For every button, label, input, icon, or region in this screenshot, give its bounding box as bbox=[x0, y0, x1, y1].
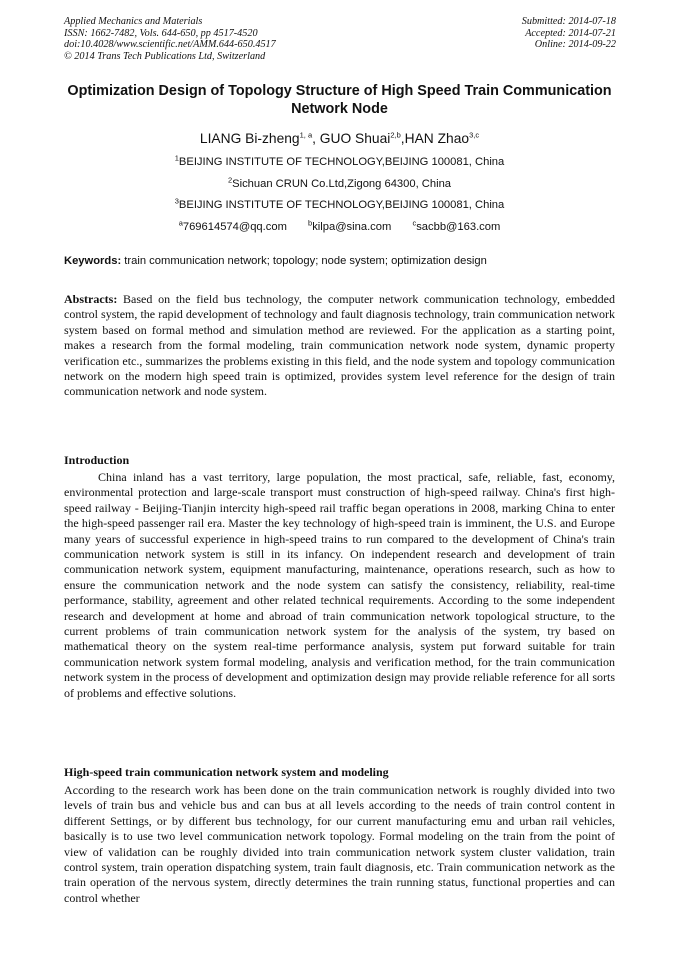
author-name: HAN Zhao bbox=[404, 131, 470, 146]
affiliation-text: BEIJING INSTITUTE OF TECHNOLOGY,BEIJING 100081, China bbox=[178, 199, 505, 211]
affiliation-1 bbox=[64, 155, 615, 169]
introduction-paragraph: China inland has a vast territory, large population, the most practical, safe, reliable, fast, economy, environmental protection and large-scale transport must construction of high-speed railway. China's first high-speed railway - Beijing-Tianjin intercity high-speed rail traffic began operations in 2008, marking China to enter the high-speed passenger rail era. Master the key technology of high-speed train is imminent, the U.S. and Europe many years of successful experience in high-speed trains to run compared to the development of China's train communication network system is still in its infancy. On independent research and development of train communication network system, equipment manufacturing, maintenance, operations research, such as how to ensure the communication network and the node system can satisfy the consistency, reliability, real-time performance, stability, agreement and other related technical requirements. According to the some independent research and development at home and abroad of train communication network topological structure, to the current problems of train communication network system for the analysis of the system, try based on mathematical theory on the system real-time performance analysis, system put forward suitable for train communication network system formal modeling, analysis and verification method, for the train communication network system in the process of development and optimization design may provide reliable reference for all sorts of problems and effective solutions. bbox=[64, 470, 615, 700]
dates-info bbox=[522, 16, 616, 51]
author-superscript: 3,c bbox=[469, 130, 480, 140]
email-superscript: c bbox=[412, 218, 417, 228]
online-date: Online: 2014-09-22 bbox=[534, 39, 616, 50]
copyright-line: © 2014 Trans Tech Publications Ltd, Switzerland bbox=[64, 50, 266, 62]
email-address: kilpa@sina.com bbox=[312, 221, 392, 233]
email-address: 769614574@qq.com bbox=[182, 221, 287, 233]
email-address: sacbb@163.com bbox=[416, 221, 501, 233]
email-list bbox=[64, 220, 615, 234]
email-item bbox=[178, 218, 287, 233]
abstract bbox=[64, 292, 615, 400]
author-separator: , bbox=[400, 131, 405, 146]
issn-line: ISSN: 1662-7482, Vols. 644-650, pp 4517-4520 bbox=[64, 27, 258, 39]
email-item bbox=[308, 218, 392, 233]
keywords bbox=[64, 254, 615, 268]
journal-name: Applied Mechanics and Materials bbox=[64, 16, 203, 27]
submitted-date: Submitted: 2014-07-18 bbox=[521, 16, 616, 27]
author-separator: , bbox=[312, 131, 320, 146]
affiliation-2 bbox=[64, 177, 615, 191]
affiliation-superscript: 3 bbox=[174, 196, 179, 206]
affiliation-superscript: 2 bbox=[227, 175, 233, 185]
author-superscript: 2,b bbox=[390, 130, 401, 140]
email-superscript: a bbox=[178, 218, 183, 228]
keywords-label: Keywords: bbox=[64, 255, 122, 267]
abstract-label: Abstracts: bbox=[64, 292, 118, 306]
journal-info bbox=[64, 16, 276, 62]
affiliation-text: Sichuan CRUN Co.Ltd,Zigong 64300, China bbox=[232, 178, 452, 190]
abstract-text: Based on the field bus technology, the computer network communication technology, embedded control system, the rapid development of technology and fault diagnosis technology, train communication network system based on formal method and simulation method are reviewed. For the application as a starting point, makes a research from the formal modeling, train communication network node system, dynamic property verification etc., summarizes the problems existing in this field, and the node system and topology communication network on the modern high speed train is optimized, provides system level reference for the design of train communication network and node system. bbox=[64, 292, 615, 399]
email-item bbox=[412, 218, 501, 233]
email-superscript: b bbox=[308, 218, 313, 228]
author-list bbox=[64, 130, 615, 147]
keywords-text: train communication network; topology; node system; optimization design bbox=[121, 255, 487, 267]
accepted-date: Accepted: 2014-07-21 bbox=[525, 27, 616, 39]
introduction-heading: Introduction bbox=[64, 453, 130, 467]
affiliation-text: BEIJING INSTITUTE OF TECHNOLOGY,BEIJING 100081, China bbox=[178, 156, 505, 168]
section2-heading: High-speed train communication network system and modeling bbox=[64, 765, 389, 779]
section2-paragraph: According to the research work has been done on the train communication network is roughly divided into two levels of train bus and vehicle bus and can bus at all levels according to the needs of train control content in different Settings, or by different bus technology, for our current manufacturing emu and urban rail vehicles, basically is to use two level communication network topology. Formal modeling on the train from the point of view of validation can be roughly divided into train communication network system cluster validation, train control system, train operation dispatching system, train fault diagnosis, etc. Train communication network as the train operation of the nervous system, directly determines the train running status, functional properties and can control whether bbox=[64, 783, 615, 905]
affiliation-superscript: 1 bbox=[174, 153, 179, 163]
paper-title: Optimization Design of Topology Structure of High Speed Train Communication Network Node bbox=[67, 83, 612, 117]
affiliation-3 bbox=[64, 198, 615, 212]
author-name: LIANG Bi-zheng bbox=[199, 131, 300, 146]
doi-line: doi:10.4028/www.scientific.net/AMM.644-650.4517 bbox=[64, 39, 276, 50]
author-superscript: 1, a bbox=[299, 130, 313, 140]
author-name: GUO Shuai bbox=[319, 131, 391, 146]
